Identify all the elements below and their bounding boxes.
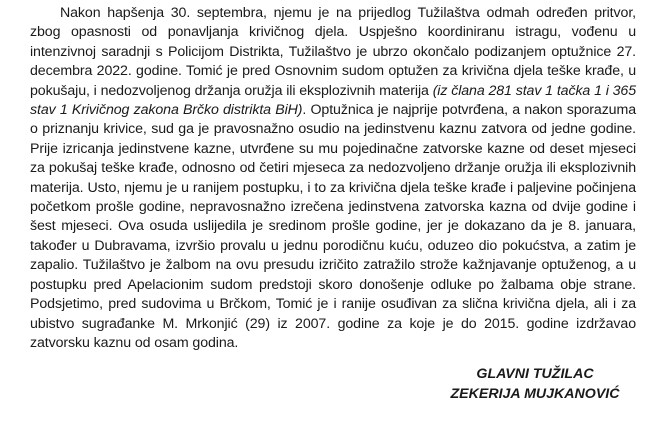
body-text-part-1: Nakon hapšenja 30. septembra, njemu je na prijedlog Tužilaštva odmah određen pritvor, zbog opasnosti od ponavljanja krivičnog djela. Uspješno koordiniranu istragu, vođenu u intenzivnoj saradnji s Policijom Distrikta, Tužilaštvo je ubrzo okončalo podizanjem optužnice 27. decembra 2022. godine. Tomić je pred Osnovnim sudom optužen za krivična djela teške krađe, u pokušaju, i nedozvoljenog držanja oružja ili eksplozivnih materija — [30, 5, 636, 99]
signature-title: GLAVNI TUŽILAC — [476, 366, 594, 382]
body-paragraph — [30, 4, 636, 353]
legal-citation: (iz člana 281 stav 1 tačka 1 i 365 stav 1 Krivičnog zakona Brčko distrikta BiH) — [30, 82, 636, 119]
signature-name: ZEKERIJA MUJKANOVIĆ — [450, 386, 620, 402]
body-text-part-2: . Optužnica je najprije potvrđena, a nakon sporazuma o priznanju krivice, sud ga je pravosnažno osudio na jedinstvenu kaznu zatvora od jedne godine. Prije izricanja jedinstvene kazne, utvrđene su mu pojedinačne zatvorske kazne od deset mjeseci za pokušaj teške krađe, odnosno od četiri mjeseca za nedozvoljeno držanje oružja ili eksplozivnih materija. Usto, njemu je u ranijem postupku, i to za krivična djela teške krađe i paljevine počinjena početkom prošle godine, nepravosnažno izrečena jedinstvena zatvorska kazna od dvije godine i šest mjeseci. Ova osuda uslijedila je sredinom prošle godine, jer je dokazano da je 8. januara, također u Dubravama, izvršio provalu u jednu porodičnu kuću, oduzeo dio pokućstva, a zatim je zapalio. Tužilaštvo je žalbom na ovu presudu izričito zatražilo strože kažnjavanje optuženog, a u postupku pred Apelacionim sudom predstoji skoro donošenje odluke po žalbama obje strane. Podsjetimo, pred sudovima u Brčkom, Tomić je i ranije osuđivan za slična krivična djela, ali i za ubistvo sugrađanke M. Mrkonjić (29) iz 2007. godine za koje je do 2015. godine izdržavao zatvorsku kaznu od osam godina. — [30, 102, 636, 351]
signature-block — [420, 364, 650, 404]
